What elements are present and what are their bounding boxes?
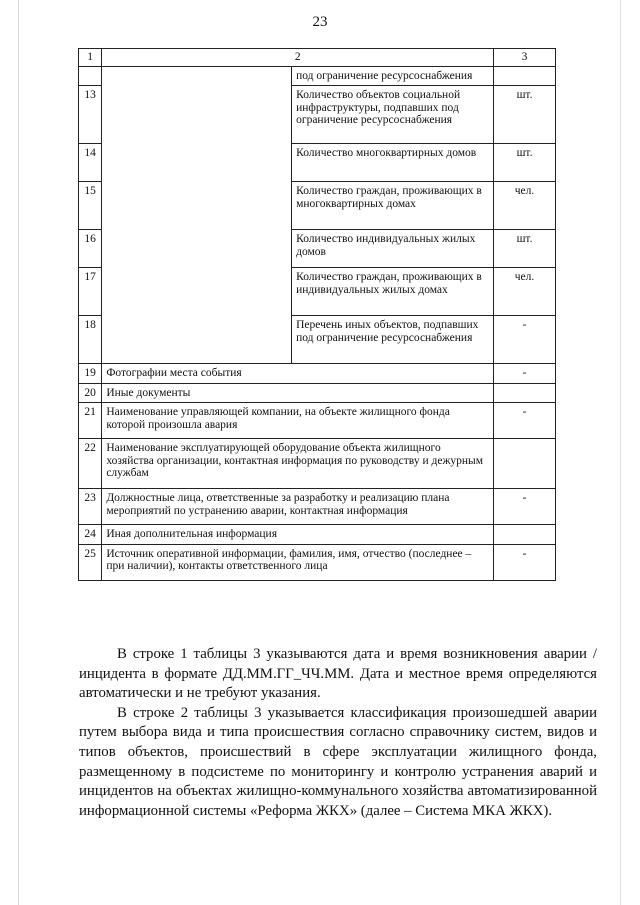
row-number: 20 <box>79 383 102 403</box>
row-unit: - <box>494 544 556 580</box>
row-number: 25 <box>79 544 102 580</box>
row-unit: шт. <box>494 144 556 182</box>
header-col-2: 2 <box>102 49 494 67</box>
table-row <box>79 403 556 439</box>
row-unit <box>494 439 556 489</box>
row-text: Фотографии места события <box>102 364 494 384</box>
row-text: Иная дополнительная информация <box>102 525 494 545</box>
row-number: 15 <box>79 182 102 230</box>
row-number: 22 <box>79 439 102 489</box>
row-number: 14 <box>79 144 102 182</box>
row-unit: шт. <box>494 86 556 144</box>
row-number: 17 <box>79 268 102 316</box>
row-description: Количество граждан, проживающих в индивидуальных жилых домах <box>292 268 494 316</box>
row-description: Количество многоквартирных домов <box>292 144 494 182</box>
row-text: Должностные лица, ответственные за разработку и реализацию плана мероприятий по устранению аварии, контактная информация <box>102 489 494 525</box>
paragraph-2: В строке 2 таблицы 3 указывается классификация произошедшей аварии путем выбора вида и типа происшествия согласно справочнику систем, видов и типов объектов, происшествий в сфере эксплуатации жилищного фонда, размещенному в подсистеме по мониторингу и контролю устранения аварий и инцидентов на объектах жилищно-коммунального хозяйства автоматизированной информационной системы «Реформа ЖКХ» (далее – Система МКА ЖКХ). <box>79 704 597 819</box>
row-text: Иные документы <box>102 383 494 403</box>
table-row <box>79 364 556 384</box>
row-number: 21 <box>79 403 102 439</box>
data-table <box>78 48 556 581</box>
row-unit: - <box>494 489 556 525</box>
row-description: Перечень иных объектов, подпавших под ограничение ресурсоснабжения <box>292 316 494 364</box>
row-unit: - <box>494 316 556 364</box>
row-unit: - <box>494 364 556 384</box>
table-header-row <box>79 49 556 67</box>
paragraph-1: В строке 1 таблицы 3 указываются дата и время возникновения аварии / инцидента в формате ДД.ММ.ГГ_ЧЧ.ММ. Дата и местное время определяются автоматически и не требуют указания. <box>79 646 597 702</box>
header-col-1: 1 <box>79 49 102 67</box>
scan-edge-left <box>18 0 19 905</box>
row-text: Наименование эксплуатирующей оборудование объекта жилищного хозяйства организации, контактная информация по руководству и дежурным службам <box>102 439 494 489</box>
row-unit: чел. <box>494 268 556 316</box>
table-row <box>79 383 556 403</box>
page-number: 23 <box>312 14 328 30</box>
row-number: 13 <box>79 86 102 144</box>
table-row <box>79 66 556 86</box>
row-unit <box>494 383 556 403</box>
merged-category-cell <box>102 66 292 364</box>
row-text: Наименование управляющей компании, на объекте жилищного фонда которой произошла авария <box>102 403 494 439</box>
row-unit: чел. <box>494 182 556 230</box>
table-row <box>79 439 556 489</box>
row-number <box>79 66 102 86</box>
row-number: 24 <box>79 525 102 545</box>
table-row <box>79 525 556 545</box>
row-number: 19 <box>79 364 102 384</box>
row-unit <box>494 66 556 86</box>
row-number: 18 <box>79 316 102 364</box>
row-unit: шт. <box>494 230 556 268</box>
row-description: под ограничение ресурсоснабжения <box>292 66 494 86</box>
scan-edge-right <box>620 0 621 905</box>
table-row <box>79 544 556 580</box>
row-unit: - <box>494 403 556 439</box>
row-text: Источник оперативной информации, фамилия, имя, отчество (последнее – при наличии), контакты ответственного лица <box>102 544 494 580</box>
body-text <box>79 645 597 821</box>
row-description: Количество индивидуальных жилых домов <box>292 230 494 268</box>
row-number: 16 <box>79 230 102 268</box>
header-col-3: 3 <box>494 49 556 67</box>
row-unit <box>494 525 556 545</box>
table-row <box>79 489 556 525</box>
row-description: Количество объектов социальной инфраструктуры, подпавших под ограничение ресурсоснабжения <box>292 86 494 144</box>
row-number: 23 <box>79 489 102 525</box>
row-description: Количество граждан, проживающих в многоквартирных домах <box>292 182 494 230</box>
